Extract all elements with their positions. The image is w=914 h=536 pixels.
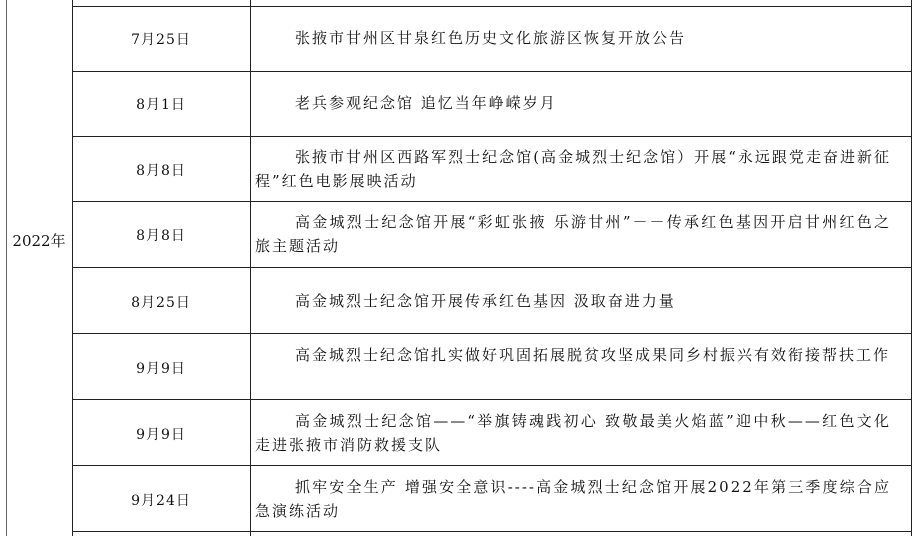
row-date: 9月24日 (131, 493, 191, 509)
row-title: 高金城烈士纪念馆开展传承红色基因 汲取奋进力量 (295, 292, 676, 310)
table-row (72, 71, 912, 136)
table-row (72, 333, 912, 399)
table-row (72, 136, 912, 201)
row-title: 张掖市甘州区西路军烈士纪念馆(高金城烈士纪念馆）开展“永远跟党走奋进新征程”红色电影展映活动 (255, 148, 891, 190)
table-row (72, 465, 912, 531)
table-row (72, 201, 912, 267)
row-date: 9月9日 (136, 361, 186, 377)
row-date: 9月9日 (136, 427, 186, 443)
row-date: 8月8日 (136, 163, 186, 179)
table-row (72, 267, 912, 333)
year-label: 2022年 (12, 232, 66, 250)
row-title: 抓牢安全生产 增强安全意识----高金城烈士纪念馆开展2022年第三季度综合应急演练活动 (255, 478, 891, 520)
row-divider (72, 531, 912, 532)
row-date: 8月25日 (131, 295, 191, 311)
row-title: 老兵参观纪念馆 追忆当年峥嵘岁月 (295, 94, 557, 112)
row-date: 8月1日 (136, 97, 186, 113)
row-title: 高金城烈士纪念馆开展“彩虹张掖 乐游甘州”－－传承红色基因开启甘州红色之旅主题活动 (255, 213, 891, 255)
row-date: 7月25日 (131, 32, 191, 48)
row-date: 8月8日 (136, 228, 186, 244)
row-title: 高金城烈士纪念馆扎实做好巩固拓展脱贫攻坚成果同乡村振兴有效衔接帮扶工作 (295, 346, 891, 364)
table-row (72, 399, 912, 465)
table-row (72, 6, 912, 71)
row-title: 高金城烈士纪念馆——“举旗铸魂践初心 致敬最美火焰蓝”迎中秋——红色文化走进张掖市消防救援支队 (255, 412, 891, 454)
year-cell (6, 0, 72, 536)
row-title: 张掖市甘州区甘泉红色历史文化旅游区恢复开放公告 (295, 29, 687, 47)
